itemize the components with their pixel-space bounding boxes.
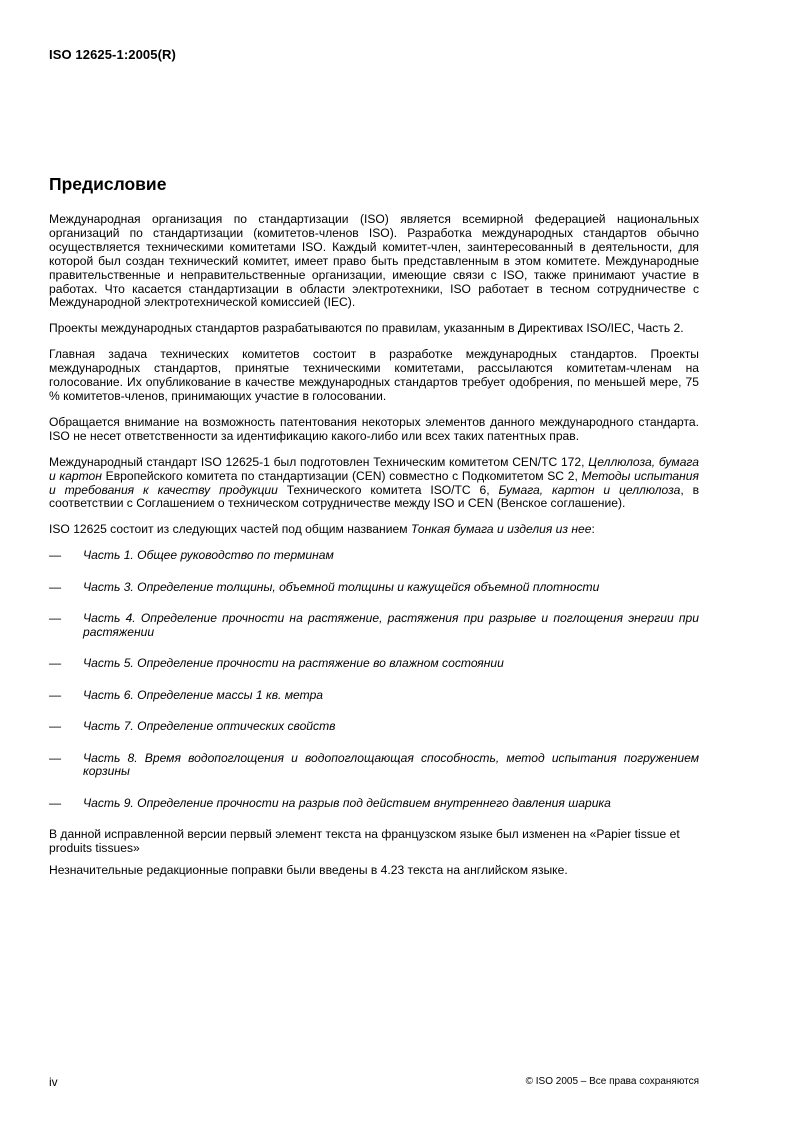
paragraph-3: Главная задача технических комитетов состоит в разработке международных стандартов. Проекты международных стандартов, принятые техническими комитетами, рассылаются комитетам-членам на голосование. Их опубликование в качестве международных стандартов требует одобрения, по меньшей мере, 75 % комитетов-членов, принимающих участие в голосовании.	[49, 347, 699, 403]
list-item-text: Часть 9. Определение прочности на разрыв под действием внутреннего давления шарика	[83, 795, 611, 810]
list-item	[49, 752, 699, 780]
paragraph-6	[49, 523, 699, 537]
list-dash: —	[49, 687, 62, 702]
list-item	[49, 720, 699, 734]
page-number: iv	[49, 1075, 58, 1089]
list-dash: —	[49, 548, 62, 563]
paragraph-1: Международная организация по стандартизации (ISO) является всемирной федерацией национальных организаций по стандартизации (комитетов-членов ISO). Разработка международных стандартов обычно осуществляется техническими комитетами ISO. Каждый комитет-член, заинтересованный в деятельности, для которой был создан технический комитет, имеет право быть представленным в этом комитете. Международные правительственные и неправительственные организации, имеющие связи с ISO, также принимают участие в работах. Что касается стандартизации в области электротехники, ISO работает в тесном сотрудничестве с Международной электротехнической комиссией (IEC).	[49, 212, 699, 310]
list-dash: —	[49, 656, 62, 671]
list-item-text: Часть 7. Определение оптических свойств	[83, 719, 336, 734]
editorial-note: Незначительные редакционные поправки были введены в 4.23 текста на английском языке.	[49, 863, 568, 878]
list-item	[49, 689, 699, 703]
p5-italic-1: Целлюлоза, бумага и картон	[49, 454, 699, 483]
document-id: ISO 12625-1:2005(R)	[49, 47, 176, 62]
list-item-text: Часть 6. Определение массы 1 кв. метра	[83, 687, 324, 702]
p5-text-4: , в соответствии с Соглашением о техническом сотрудничестве между ISO и CEN (Венское соглашение).	[49, 482, 700, 511]
paragraph-5	[49, 456, 699, 512]
list-dash: —	[49, 750, 62, 765]
list-item-text: Часть 4. Определение прочности на растяжение, растяжения при разрыве и поглощения энергии при растяжении	[83, 611, 699, 639]
p5-text-3: Технического комитета ISO/TC 6,	[277, 482, 499, 497]
p6-text-2: :	[591, 522, 595, 537]
list-dash: —	[49, 579, 62, 594]
paragraph-2: Проекты международных стандартов разрабатываются по правилам, указанным в Директивах ISO/IEC, Часть 2.	[49, 321, 684, 336]
foreword-body	[49, 213, 699, 886]
p5-italic-3: Бумага, картон и целлюлоза	[498, 482, 681, 497]
list-item-text: Часть 5. Определение прочности на растяжение во влажном состоянии	[83, 656, 504, 671]
copyright-notice: © ISO 2005 – Все права сохраняются	[525, 1076, 699, 1087]
list-item	[49, 612, 699, 640]
paragraph-4: Обращается внимание на возможность патентования некоторых элементов данного международного стандарта. ISO не несет ответственности за идентификацию какого-либо или всех таких патентных прав.	[49, 414, 699, 443]
list-dash: —	[49, 611, 62, 626]
p5-text-2: Европейского комитета по стандартизации (CEN) совместно с Подкомитетом SC 2,	[101, 468, 582, 483]
list-dash: —	[49, 795, 62, 810]
list-item-text: Часть 1. Общее руководство по терминам	[83, 548, 334, 563]
page-title: Предисловие	[49, 174, 167, 194]
p5-italic-2: Методы испытания и требования к качеству продукции	[49, 468, 699, 497]
parts-list	[49, 549, 699, 811]
list-item	[49, 549, 699, 563]
list-item	[49, 581, 699, 595]
list-dash: —	[49, 719, 62, 734]
correction-note: В данной исправленной версии первый элемент текста на французском языке был изменен на «Papier tissue et produits tissues»	[49, 827, 680, 856]
list-item	[49, 657, 699, 671]
list-item	[49, 797, 699, 811]
p6-italic-1: Тонкая бумага и изделия из нее	[410, 522, 592, 537]
list-item-text: Часть 8. Время водопоглощения и водопоглощающая способность, метод испытания погружением корзины	[83, 750, 699, 779]
p5-text-1: Международный стандарт ISO 12625-1 был подготовлен Техническим комитетом CEN/TC 172,	[49, 454, 589, 469]
list-item-text: Часть 3. Определение толщины, объемной толщины и кажущейся объемной плотности	[83, 579, 600, 594]
p6-text-1: ISO 12625 состоит из следующих частей под общим названием	[49, 522, 411, 537]
